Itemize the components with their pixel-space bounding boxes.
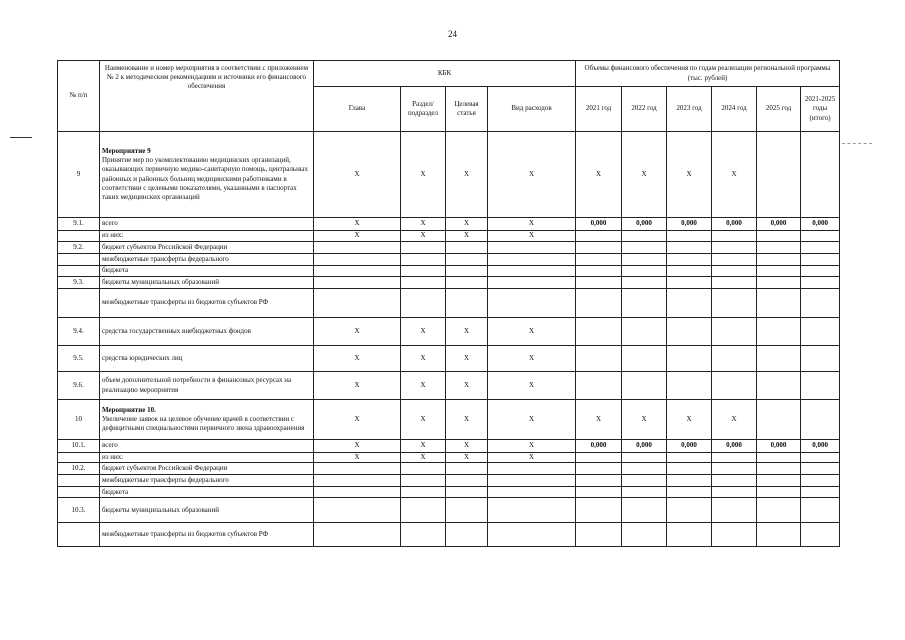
row-number: 9.3. [58, 277, 100, 289]
row-name: всего [100, 218, 314, 231]
kbk-cell [314, 475, 401, 487]
kbk-cell [446, 289, 488, 318]
year-cell [576, 254, 622, 266]
kbk-cell: Х [401, 318, 446, 346]
year-cell [622, 463, 667, 475]
year-cell [576, 346, 622, 372]
row-name: бюджета [100, 487, 314, 498]
kbk-cell [446, 498, 488, 523]
kbk-cell [314, 463, 401, 475]
year-cell [576, 277, 622, 289]
row-number: 10.3. [58, 498, 100, 523]
header-cel: Целевая статья [446, 87, 488, 132]
year-cell: Х [622, 400, 667, 440]
kbk-cell [488, 475, 576, 487]
row-name: бюджет субъектов Российской Федерации [100, 242, 314, 254]
table-row [58, 254, 840, 266]
header-2024: 2024 год [712, 87, 757, 132]
year-cell [801, 346, 840, 372]
kbk-cell: Х [446, 400, 488, 440]
kbk-cell [314, 277, 401, 289]
year-cell [622, 487, 667, 498]
year-cell [622, 372, 667, 400]
year-cell [712, 372, 757, 400]
year-cell [667, 318, 712, 346]
year-cell: 0,000 [757, 440, 801, 453]
header-num: № п/п [58, 61, 100, 132]
header-total: 2021-2025 годы (итого) [801, 87, 840, 132]
year-cell: 0,000 [712, 218, 757, 231]
row-number [58, 475, 100, 487]
year-cell [576, 289, 622, 318]
row-number: 10.2. [58, 463, 100, 475]
kbk-cell [488, 242, 576, 254]
row-name: межбюджетные трансферты из бюджетов субъектов РФ [100, 289, 314, 318]
kbk-cell [314, 254, 401, 266]
kbk-cell [488, 289, 576, 318]
year-cell [712, 453, 757, 463]
kbk-cell: Х [401, 440, 446, 453]
kbk-cell: Х [446, 231, 488, 242]
header-razdel: Раздел/ подраздел [401, 87, 446, 132]
kbk-cell [488, 277, 576, 289]
year-cell [667, 266, 712, 277]
year-cell [576, 523, 622, 547]
kbk-cell [314, 242, 401, 254]
row-name: бюджета [100, 266, 314, 277]
row-number [58, 289, 100, 318]
kbk-cell [488, 498, 576, 523]
year-cell [712, 487, 757, 498]
year-cell: 0,000 [757, 218, 801, 231]
year-cell [712, 231, 757, 242]
row-name: средства государственных внебюджетных фондов [100, 318, 314, 346]
year-cell [757, 266, 801, 277]
kbk-cell [314, 289, 401, 318]
year-cell [801, 400, 840, 440]
kbk-cell [488, 523, 576, 547]
activity-title: Мероприятие 10. [102, 405, 156, 414]
row-number [58, 254, 100, 266]
year-cell: 0,000 [801, 218, 840, 231]
row-number: 9.1. [58, 218, 100, 231]
kbk-cell [401, 463, 446, 475]
kbk-cell [401, 254, 446, 266]
row-number: 9.5. [58, 346, 100, 372]
table-row [58, 346, 840, 372]
year-cell [667, 498, 712, 523]
header-row [58, 61, 840, 87]
year-cell [622, 475, 667, 487]
year-cell [712, 266, 757, 277]
row-number [58, 487, 100, 498]
year-cell [801, 132, 840, 218]
kbk-cell: Х [314, 453, 401, 463]
year-cell [757, 487, 801, 498]
year-cell [757, 242, 801, 254]
margin-mark [842, 143, 872, 144]
kbk-cell: Х [488, 400, 576, 440]
year-cell [801, 475, 840, 487]
funding-table [57, 60, 840, 547]
row-number: 9 [58, 132, 100, 218]
row-number: 10 [58, 400, 100, 440]
row-number [58, 523, 100, 547]
year-cell: 0,000 [801, 440, 840, 453]
year-cell [801, 523, 840, 547]
year-cell [757, 289, 801, 318]
kbk-cell: Х [314, 318, 401, 346]
header-2025: 2025 год [757, 87, 801, 132]
kbk-cell: Х [314, 372, 401, 400]
table-row [58, 132, 840, 218]
year-cell [712, 475, 757, 487]
kbk-cell [401, 289, 446, 318]
kbk-cell: Х [401, 453, 446, 463]
row-name [100, 132, 314, 218]
kbk-cell [446, 254, 488, 266]
year-cell [576, 242, 622, 254]
activity-title: Мероприятие 9 [102, 147, 151, 156]
year-cell [757, 318, 801, 346]
year-cell: Х [667, 132, 712, 218]
kbk-cell: Х [401, 400, 446, 440]
year-cell [622, 254, 667, 266]
year-cell [712, 318, 757, 346]
row-name [100, 400, 314, 440]
year-cell [576, 372, 622, 400]
year-cell [757, 372, 801, 400]
year-cell: Х [712, 132, 757, 218]
table-row [58, 453, 840, 463]
header-glava: Глава [314, 87, 401, 132]
year-cell [757, 400, 801, 440]
kbk-cell [446, 277, 488, 289]
row-name: бюджет субъектов Российской Федерации [100, 463, 314, 475]
kbk-cell: Х [401, 231, 446, 242]
kbk-cell [401, 242, 446, 254]
year-cell [801, 372, 840, 400]
row-name: межбюджетные трансферты из бюджетов субъектов РФ [100, 523, 314, 547]
table-row [58, 498, 840, 523]
kbk-cell: Х [314, 132, 401, 218]
kbk-cell: Х [446, 453, 488, 463]
year-cell: 0,000 [622, 218, 667, 231]
year-cell [801, 463, 840, 475]
kbk-cell: Х [314, 346, 401, 372]
kbk-cell [401, 475, 446, 487]
year-cell [757, 132, 801, 218]
kbk-cell: Х [401, 372, 446, 400]
header-2022: 2022 год [622, 87, 667, 132]
row-number [58, 266, 100, 277]
year-cell [622, 346, 667, 372]
kbk-cell: Х [488, 346, 576, 372]
kbk-cell [401, 277, 446, 289]
year-cell [576, 453, 622, 463]
year-cell [667, 277, 712, 289]
kbk-cell: Х [488, 218, 576, 231]
year-cell: 0,000 [622, 440, 667, 453]
year-cell: Х [622, 132, 667, 218]
table-row [58, 440, 840, 453]
year-cell [667, 453, 712, 463]
year-cell [622, 318, 667, 346]
header-kbk: КБК [314, 61, 576, 87]
kbk-cell: Х [314, 400, 401, 440]
year-cell: Х [667, 400, 712, 440]
kbk-cell: Х [488, 440, 576, 453]
table-row [58, 242, 840, 254]
year-cell [757, 254, 801, 266]
activity-description: Принятие мер по укомплектованию медицинских организаций, оказывающих первичную медико-санитарную помощь, центральных районных и районных больниц медицинскими работниками в соответствии с целевыми показателями, указанными в паспортах таких медицинских организаций [102, 156, 309, 201]
kbk-cell: Х [446, 372, 488, 400]
year-cell [757, 231, 801, 242]
kbk-cell [488, 254, 576, 266]
year-cell: 0,000 [576, 218, 622, 231]
table-row [58, 318, 840, 346]
kbk-cell [401, 487, 446, 498]
kbk-cell [488, 266, 576, 277]
header-vid: Вид расходов [488, 87, 576, 132]
year-cell [667, 242, 712, 254]
year-cell [712, 498, 757, 523]
year-cell [712, 289, 757, 318]
year-cell [667, 372, 712, 400]
year-cell [712, 523, 757, 547]
table-body [58, 132, 840, 547]
row-number: 9.4. [58, 318, 100, 346]
kbk-cell [446, 487, 488, 498]
year-cell [576, 487, 622, 498]
kbk-cell: Х [446, 218, 488, 231]
year-cell [801, 231, 840, 242]
kbk-cell: Х [446, 346, 488, 372]
row-number: 9.2. [58, 242, 100, 254]
year-cell: 0,000 [667, 218, 712, 231]
year-cell [576, 475, 622, 487]
year-cell [757, 498, 801, 523]
margin-mark [10, 137, 32, 138]
year-cell [712, 463, 757, 475]
row-number [58, 231, 100, 242]
year-cell: 0,000 [576, 440, 622, 453]
year-cell [622, 231, 667, 242]
year-cell [801, 266, 840, 277]
year-cell [667, 475, 712, 487]
year-cell [801, 242, 840, 254]
kbk-cell: Х [314, 231, 401, 242]
kbk-cell [314, 487, 401, 498]
row-name: межбюджетные трансферты федерального [100, 475, 314, 487]
kbk-cell: Х [488, 318, 576, 346]
kbk-cell: Х [401, 132, 446, 218]
kbk-cell: Х [488, 231, 576, 242]
year-cell [667, 231, 712, 242]
kbk-cell [446, 266, 488, 277]
year-cell [757, 463, 801, 475]
header-2023: 2023 год [667, 87, 712, 132]
year-cell [667, 487, 712, 498]
row-number: 10.1. [58, 440, 100, 453]
year-cell [576, 318, 622, 346]
kbk-cell [488, 487, 576, 498]
year-cell [622, 277, 667, 289]
table-row [58, 487, 840, 498]
row-name: объем дополнительной потребности в финансовых ресурсах на реализацию мероприятия [100, 372, 314, 400]
table-row [58, 218, 840, 231]
year-cell [801, 487, 840, 498]
year-cell [801, 254, 840, 266]
year-cell [801, 277, 840, 289]
year-cell [622, 242, 667, 254]
row-number: 9.6. [58, 372, 100, 400]
table-row [58, 463, 840, 475]
table-row [58, 289, 840, 318]
year-cell [622, 453, 667, 463]
year-cell [757, 346, 801, 372]
header-name: Наименование и номер мероприятия в соответствии с приложением № 2 к методическим рекомендациям и источники его финансового обеспечения [100, 61, 314, 132]
kbk-cell: Х [446, 440, 488, 453]
activity-description: Увеличение заявок на целевое обучение врачей в соответствии с дефицитными специальностями первичного звена здравоохранения [102, 414, 305, 433]
year-cell [801, 453, 840, 463]
kbk-cell: Х [446, 132, 488, 218]
year-cell [801, 318, 840, 346]
kbk-cell: Х [401, 346, 446, 372]
kbk-cell [446, 463, 488, 475]
kbk-cell [446, 475, 488, 487]
table-row [58, 372, 840, 400]
year-cell [622, 523, 667, 547]
kbk-cell: Х [314, 440, 401, 453]
year-cell [712, 242, 757, 254]
row-number [58, 453, 100, 463]
year-cell [757, 475, 801, 487]
row-name: всего [100, 440, 314, 453]
kbk-cell: Х [401, 218, 446, 231]
year-cell [576, 498, 622, 523]
header-2021: 2021 год [576, 87, 622, 132]
kbk-cell: Х [314, 218, 401, 231]
kbk-cell: Х [446, 318, 488, 346]
year-cell [622, 289, 667, 318]
year-cell [576, 266, 622, 277]
year-cell: Х [576, 400, 622, 440]
table-row [58, 277, 840, 289]
year-cell [667, 289, 712, 318]
kbk-cell [488, 463, 576, 475]
year-cell: 0,000 [712, 440, 757, 453]
year-cell [712, 254, 757, 266]
year-cell: Х [712, 400, 757, 440]
row-name: межбюджетные трансферты федерального [100, 254, 314, 266]
table-row [58, 266, 840, 277]
kbk-cell: Х [488, 132, 576, 218]
kbk-cell [314, 498, 401, 523]
kbk-cell [314, 523, 401, 547]
kbk-cell [401, 498, 446, 523]
kbk-cell: Х [488, 453, 576, 463]
year-cell [712, 277, 757, 289]
year-cell: Х [576, 132, 622, 218]
year-cell [757, 277, 801, 289]
kbk-cell [314, 266, 401, 277]
year-cell [801, 498, 840, 523]
year-cell [667, 346, 712, 372]
row-name: бюджеты муниципальных образований [100, 498, 314, 523]
year-cell [622, 498, 667, 523]
kbk-cell [446, 523, 488, 547]
year-cell [667, 254, 712, 266]
row-name: из них: [100, 453, 314, 463]
year-cell [576, 231, 622, 242]
table-row [58, 523, 840, 547]
row-name: бюджеты муниципальных образований [100, 277, 314, 289]
table-row [58, 231, 840, 242]
kbk-cell: Х [488, 372, 576, 400]
table-row [58, 400, 840, 440]
year-cell [801, 289, 840, 318]
row-name: из них: [100, 231, 314, 242]
page-number: 24 [448, 29, 457, 39]
row-name: средства юридических лиц [100, 346, 314, 372]
year-cell [622, 266, 667, 277]
header-funding: Объемы финансового обеспечения по годам реализации региональной программы (тыс. рублей) [576, 61, 840, 87]
year-cell [757, 453, 801, 463]
year-cell [757, 523, 801, 547]
kbk-cell [401, 266, 446, 277]
kbk-cell [446, 242, 488, 254]
year-cell [576, 463, 622, 475]
year-cell [667, 463, 712, 475]
table-row [58, 475, 840, 487]
year-cell: 0,000 [667, 440, 712, 453]
kbk-cell [401, 523, 446, 547]
year-cell [712, 346, 757, 372]
year-cell [667, 523, 712, 547]
